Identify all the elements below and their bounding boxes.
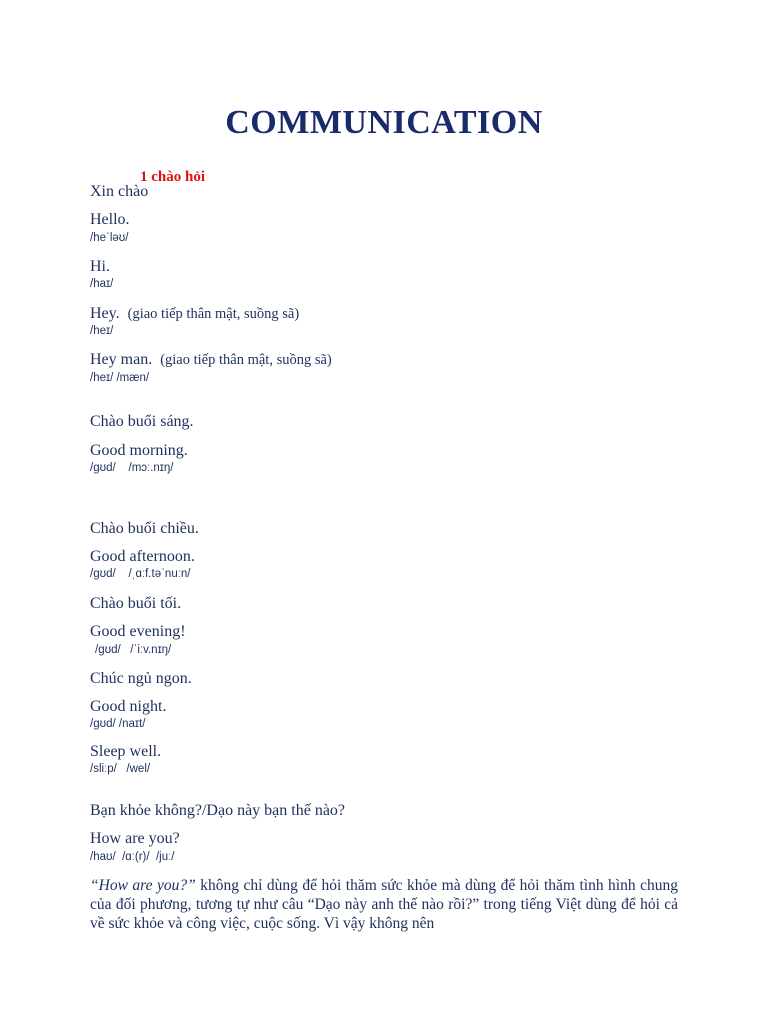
- vn-good-morning: Chào buổi sáng.: [90, 413, 194, 430]
- ipa-sleep-well: /sliːp/ /wel/: [90, 763, 151, 775]
- phrase-hey-note: (giao tiếp thân mật, suồng sã): [127, 306, 300, 322]
- ipa-good-night: /gʊd/ /naɪt/: [90, 718, 146, 730]
- phrase-hey-man: [90, 351, 332, 369]
- phrase-hey-man-text: Hey man.: [90, 351, 153, 368]
- phrase-hello: Hello.: [90, 211, 130, 228]
- vn-good-afternoon: Chào buổi chiều.: [90, 520, 199, 537]
- ipa-good-evening: /gʊd/ /ˈiːv.nɪŋ/: [95, 644, 172, 656]
- ipa-hi: /haɪ/: [90, 278, 114, 290]
- vn-how-are-you: Bạn khỏe không?/Dạo này bạn thế nào?: [90, 802, 346, 819]
- explanation-paragraph: [90, 876, 678, 933]
- phrase-hi: Hi.: [90, 258, 110, 275]
- phrase-hey: [90, 305, 299, 323]
- ipa-hey: /heɪ/: [90, 325, 114, 337]
- ipa-hello: /heˈləʊ/: [90, 232, 129, 244]
- paragraph-text: không chỉ dùng để hỏi thăm sức khỏe mà dùng để hỏi thăm tình hình chung của đối phương, tương tự như câu “Dạo này anh thế nào rồi?” trong tiếng Việt dùng để hỏi cả về sức khỏe và công việc, cuộc sống. Vì vậy không nên: [90, 877, 678, 932]
- phrase-good-evening: Good evening!: [90, 623, 186, 640]
- ipa-good-morning: /gʊd/ /mɔː.nɪŋ/: [90, 462, 174, 474]
- phrase-sleep-well: Sleep well.: [90, 743, 162, 760]
- phrase-how-are-you: How are you?: [90, 830, 180, 847]
- phrase-good-afternoon: Good afternoon.: [90, 548, 195, 565]
- vn-good-evening: Chào buổi tối.: [90, 595, 182, 612]
- phrase-hey-text: Hey.: [90, 305, 120, 322]
- phrase-good-night: Good night.: [90, 698, 167, 715]
- vn-greeting-xin-chao: Xin chào: [90, 183, 149, 200]
- ipa-how-are-you: /haʊ/ /ɑː(r)/ /juː/: [90, 851, 175, 863]
- vn-good-night: Chúc ngủ ngon.: [90, 670, 192, 687]
- ipa-hey-man: /heɪ/ /mæn/: [90, 372, 150, 384]
- section-heading: 1 chào hỏi: [140, 169, 206, 185]
- paragraph-quote: “How are you?”: [90, 877, 196, 894]
- page-title: COMMUNICATION: [225, 104, 543, 141]
- ipa-good-afternoon: /gʊd/ /ˌɑːf.təˈnuːn/: [90, 568, 191, 580]
- phrase-good-morning: Good morning.: [90, 442, 188, 459]
- phrase-hey-man-note: (giao tiếp thân mật, suồng sã): [160, 352, 332, 368]
